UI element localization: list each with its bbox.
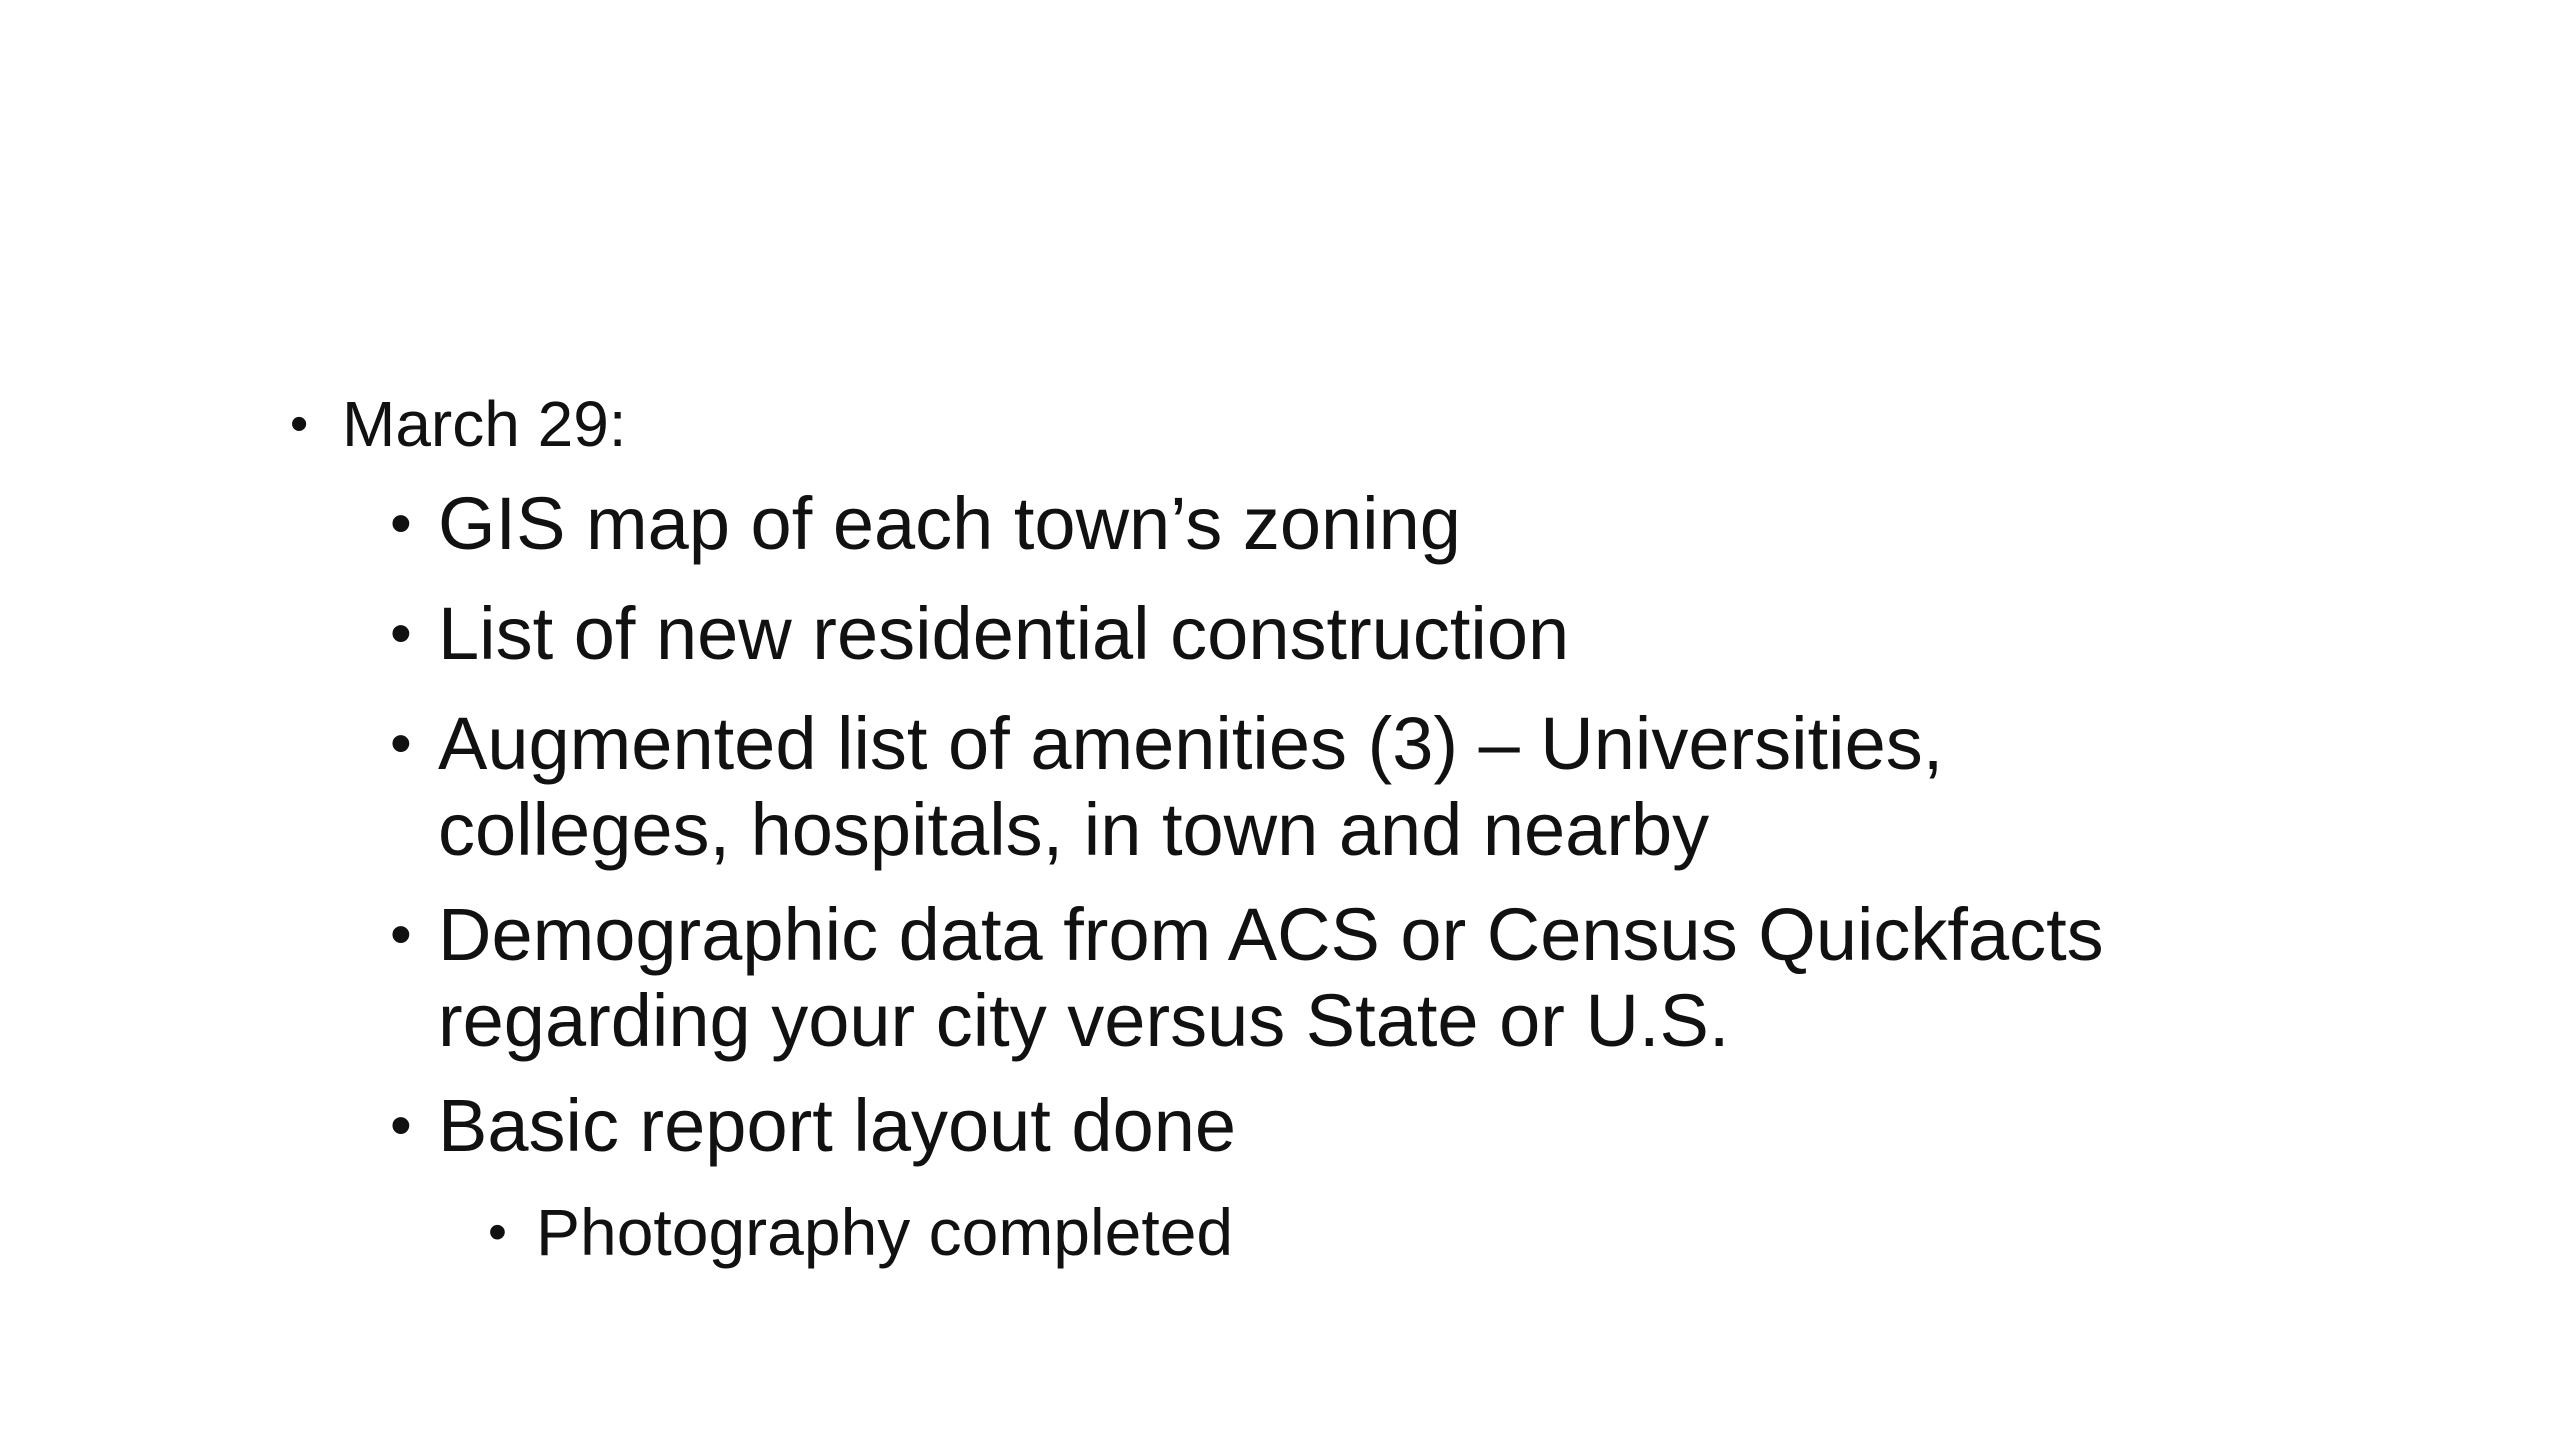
bullet-text — [438, 476, 2290, 567]
bullet-point: • — [390, 599, 412, 668]
bullet-line: Demographic data from ACS or Census Quickfacts — [438, 893, 2104, 976]
bullet-line: GIS map of each town’s zoning — [438, 482, 1461, 565]
bullet-point: • — [390, 1091, 412, 1160]
bullet-text — [342, 372, 2290, 476]
bullet-item-report-layout — [390, 1078, 2290, 1174]
bullet-item-amenities — [390, 696, 2290, 873]
bullet-point: • — [390, 709, 412, 778]
bullet-item-gis-map — [390, 476, 2290, 572]
bullet-line: Augmented list of amenities (3) – Universities, — [438, 702, 1944, 785]
bullet-line: regarding your city versus State or U.S. — [438, 979, 1730, 1062]
bullet-text — [536, 1184, 2290, 1280]
bullet-line: colleges, hospitals, in town and nearby — [438, 788, 1710, 871]
bullet-line: List of new residential construction — [438, 592, 1570, 675]
bullet-item-march-29 — [290, 372, 2290, 476]
bullet-list — [290, 372, 2290, 1280]
bullet-line: Basic report layout done — [438, 1084, 1237, 1167]
bullet-point: • — [390, 489, 412, 558]
bullet-point: • — [390, 900, 412, 969]
bullet-point: • — [290, 395, 309, 453]
bullet-text — [438, 1078, 2290, 1169]
bullet-line: Photography completed — [536, 1195, 1234, 1269]
bullet-text — [438, 887, 2290, 1064]
bullet-item-residential-construction — [390, 586, 2290, 682]
bullet-item-photography — [488, 1184, 2290, 1280]
bullet-point: • — [488, 1202, 507, 1262]
bullet-item-demographic-data — [390, 887, 2290, 1064]
bullet-line: March 29: — [342, 388, 627, 460]
bullet-text — [438, 586, 2290, 677]
bullet-text — [438, 696, 2290, 873]
